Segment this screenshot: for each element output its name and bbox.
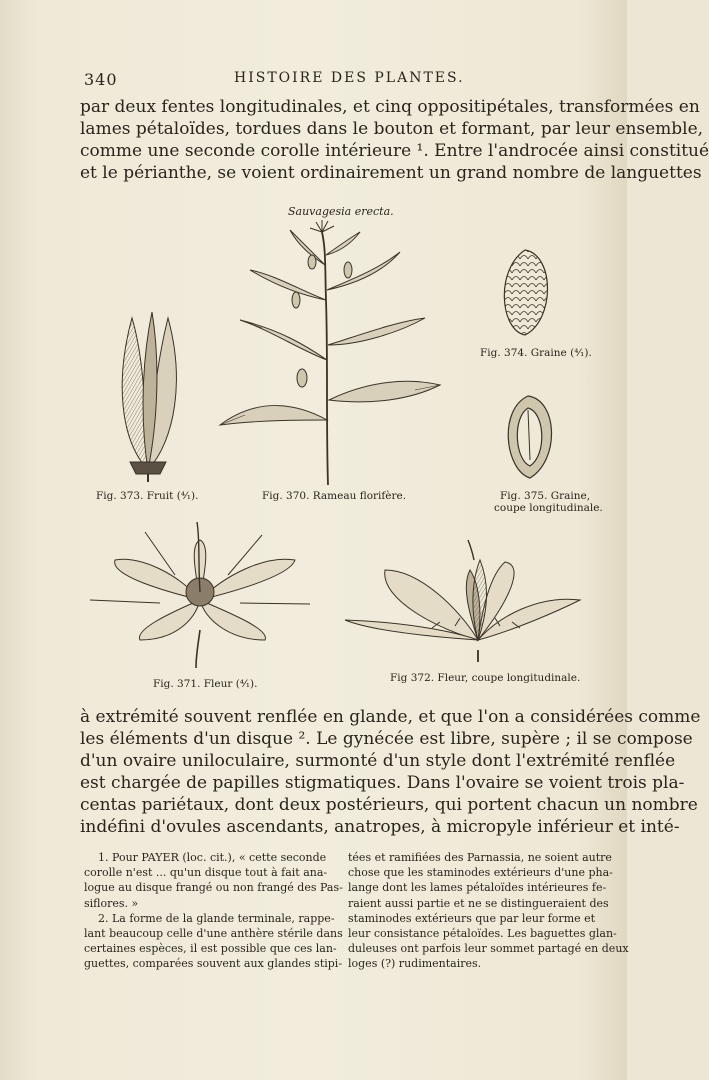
fig372-caption: Fig 372. Fleur, coupe longitudinale. <box>390 672 581 684</box>
text-line: comme une seconde corolle intérieure ¹. Entre l'androcée ainsi constitué <box>80 141 709 161</box>
fig371-caption: Fig. 371. Fleur (⁴⁄₁). <box>153 678 258 690</box>
text-line: et le périanthe, se voient ordinairement un grand nombre de languettes <box>80 163 702 183</box>
fig372-flower-section-drawing <box>345 540 580 662</box>
footnote-line: siflores. » <box>84 896 139 910</box>
running-title: HISTOIRE DES PLANTES. <box>234 70 465 86</box>
text-line: centas pariétaux, dont deux postérieurs, qui portent chacun un nombre <box>80 795 698 815</box>
footnote-line: guettes, comparées souvent aux glandes stipi- <box>84 957 343 971</box>
footnote-line: leur consistance pétaloïdes. Les baguettes glan- <box>348 927 617 941</box>
footnote-line: logue au disque frangé ou non frangé des Pas- <box>84 881 343 895</box>
species-label: Sauvagesia erecta. <box>288 205 394 218</box>
fig375-seed-section-drawing <box>508 396 551 478</box>
text-line: indéfini d'ovules ascendants, anatropes, à micropyle inférieur et inté- <box>80 817 680 837</box>
text-line: à extrémité souvent renflée en glande, et que l'on a considérées comme <box>80 707 701 727</box>
footnote-line: chose que les staminodes extérieurs d'une pha- <box>348 866 613 880</box>
fig375-caption-line1: Fig. 375. Graine, <box>500 490 591 502</box>
footnote-line: 2. La forme de la glande terminale, rappe- <box>98 911 335 925</box>
fig373-fruit-drawing <box>122 312 176 482</box>
fig370-caption: Fig. 370. Rameau florifère. <box>262 490 407 502</box>
bottom-paragraph <box>80 706 701 838</box>
footnote-line: staminodes extérieurs que par leur forme et <box>348 911 596 925</box>
fig371-flower-drawing <box>90 522 310 668</box>
fig374-seed-drawing <box>504 250 547 335</box>
footnotes-left-column <box>84 850 343 972</box>
footnote-line: lant beaucoup celle d'une anthère stérile dans <box>84 927 343 941</box>
fig374-caption: Fig. 374. Graine (⁴⁄₁). <box>480 347 592 359</box>
page-number: 340 <box>84 70 118 89</box>
footnote-line: tées et ramifiées des Parnassia, ne soient autre <box>348 851 612 864</box>
text-line: les éléments d'un disque ². Le gynécée est libre, supère ; il se compose <box>80 729 693 749</box>
footnote-line: loges (?) rudimentaires. <box>348 957 482 971</box>
footnote-line: certaines espèces, il est possible que ces lan- <box>84 942 337 956</box>
fig373-caption: Fig. 373. Fruit (⁴⁄₁). <box>96 490 199 502</box>
text-line: est chargée de papilles stigmatiques. Dans l'ovaire se voient trois pla- <box>80 773 685 793</box>
footnote-line: raient aussi partie et ne se distingueraient des <box>348 896 609 910</box>
footnote-line: 1. Pour PAYER (loc. cit.), « cette seconde <box>98 851 327 864</box>
fig375-caption-line2: coupe longitudinale. <box>494 502 603 514</box>
footnote-line: lange dont les lames pétaloïdes intérieures fe- <box>348 881 607 895</box>
footnotes-right-column <box>348 850 629 972</box>
text-line: par deux fentes longitudinales, et cinq oppositipétales, transformées en <box>80 97 700 117</box>
text-line: lames pétaloïdes, tordues dans le bouton et formant, par leur ensemble, <box>80 119 704 139</box>
footnote-line: duleuses ont parfois leur sommet partagé en deux <box>348 942 629 956</box>
text-line: d'un ovaire uniloculaire, surmonté d'un style dont l'extrémité renflée <box>80 751 676 771</box>
footnote-line: corolle n'est ... qu'un disque tout à fait ana- <box>84 866 328 880</box>
fig370-branch-drawing <box>220 220 440 485</box>
